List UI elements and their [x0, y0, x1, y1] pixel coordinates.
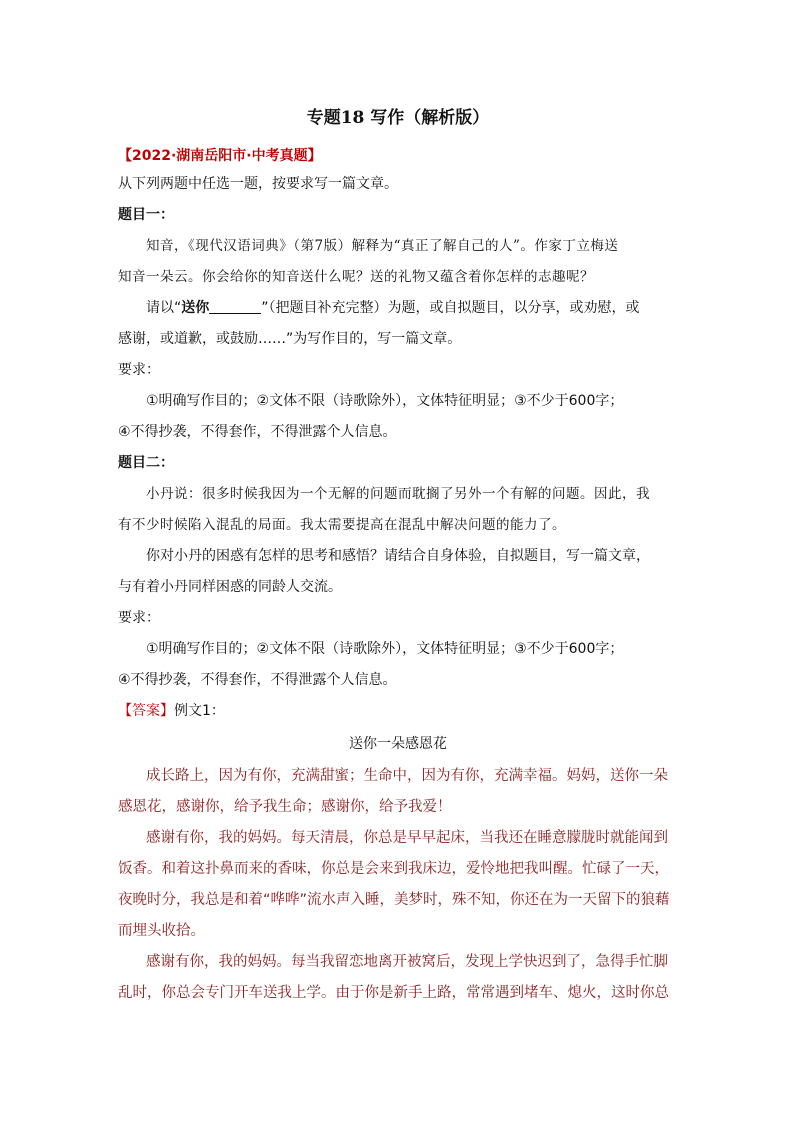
topic1-prompt-post: ”（把题目补充完整）为题，或自拟题目，以分享，或劝慰，或 [261, 300, 640, 316]
answer-tag: 【答案】 [118, 703, 174, 719]
topic1-blank [209, 298, 261, 314]
topic2-prompt-line: 与有着小丹同样困惑的同龄人交流。 [118, 579, 342, 595]
topic1-req-label: 要求： [118, 362, 160, 378]
essay-line: 而埋头收拾。 [118, 923, 205, 939]
answer-example-label: 例文1： [174, 703, 225, 719]
essay-line: 感恩花，感谢你，给予我生命；感谢你，给予我爱！ [118, 799, 452, 815]
topic1-prompt-pre: 请以“ [146, 300, 182, 316]
topic2-quote-line: 小丹说：很多时候我因为一个无解的问题而耽搁了另外一个有解的问题。因此，我 [146, 486, 650, 502]
topic1-prompt-line2: 感谢，或道歉，或鼓励……”为写作目的，写一篇文章。 [118, 331, 462, 347]
essay-line: 感谢有你，我的妈妈。每当我留恋地离开被窝后，发现上学快迟到了，急得手忙脚 [146, 954, 668, 970]
document-content [118, 103, 678, 1009]
source-tag: 【2022·湖南岳阳市·中考真题】 [118, 148, 322, 164]
essay-line: 夜晚时分，我总是和着“哗哗”流水声入睡，美梦时，殊不知，你还在为一天留下的狼藉 [118, 892, 670, 908]
topic1-prompt-line [118, 293, 678, 324]
topic2-req-line: ①明确写作目的；②文体不限（诗歌除外），文体特征明显；③不少于600字； [146, 641, 624, 657]
topic2-label: 题目二： [118, 455, 174, 471]
essay-line: 乱时，你总会专门开车送我上学。由于你是新手上路，常常遇到堵车、熄火，这时你总 [118, 985, 669, 1001]
topic2-req-line: ④不得抄袭，不得套作，不得泄露个人信息。 [118, 672, 397, 688]
topic1-quote-line: 知音，《现代汉语词典》（第7版）解释为“真正了解自己的人”。作家丁立梅送 [146, 238, 619, 254]
answer-header [118, 696, 678, 727]
topic2-quote-line: 有不少时候陷入混乱的局面。我太需要提高在混乱中解决问题的能力了。 [118, 517, 566, 533]
essay-title: 送你一朵感恩花 [349, 736, 447, 752]
document-title: 专题18 写作（解析版） [306, 108, 490, 128]
topic1-quote-line: 知音一朵云。你会给你的知音送什么呢？送的礼物又蕴含着你怎样的志趣呢？ [118, 269, 594, 285]
topic1-req-line: ①明确写作目的；②文体不限（诗歌除外），文体特征明显；③不少于600字； [146, 393, 624, 409]
topic1-req-line: ④不得抄袭，不得套作，不得泄露个人信息。 [118, 424, 397, 440]
topic2-req-label: 要求： [118, 610, 160, 626]
topic1-label: 题目一： [118, 207, 174, 223]
essay-line: 感谢有你，我的妈妈。每天清晨，你总是早早起床，当我还在睡意朦胧时就能闻到 [146, 830, 668, 846]
essay-line: 饭香。和着这扑鼻而来的香味，你总是会来到我床边，爱怜地把我叫醒。忙碌了一天， [118, 861, 669, 877]
instruction-text: 从下列两题中任选一题，按要求写一篇文章。 [118, 176, 398, 192]
topic1-prompt-bold: 送你 [181, 300, 210, 316]
topic2-prompt-line: 你对小丹的困惑有怎样的思考和感悟？请结合自身体验，自拟题目，写一篇文章， [146, 548, 650, 564]
essay-line: 成长路上，因为有你，充满甜蜜；生命中，因为有你，充满幸福。妈妈，送你一朵 [146, 768, 668, 784]
